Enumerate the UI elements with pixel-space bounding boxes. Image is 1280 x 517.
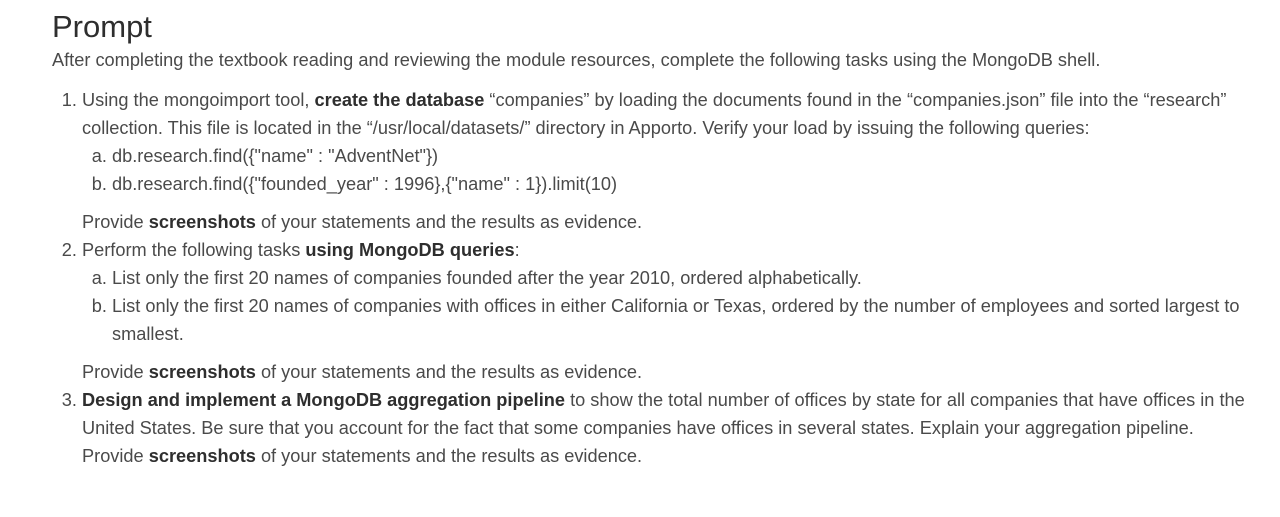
task-item-1: [82, 86, 1262, 236]
task-1-evidence-post: of your statements and the results as evidence.: [255, 212, 643, 232]
task-1-query-list: [82, 142, 1262, 198]
page-title: Prompt: [52, 9, 152, 44]
task-1-evidence-pre: Provide: [82, 212, 149, 232]
task-2-evidence: [82, 358, 1262, 386]
task-item-3: [82, 386, 1262, 470]
task-item-2: [82, 236, 1262, 386]
task-2-text-post: :: [514, 240, 520, 260]
task-1-bold: create the database: [314, 90, 485, 110]
task-2-evidence-pre: Provide: [82, 362, 149, 382]
task-2-text-pre: Perform the following tasks: [82, 240, 306, 260]
task-1-query-a: a. db.research.find({"name" : "AdventNet"}): [112, 142, 1262, 170]
task-1-evidence: [82, 208, 1262, 236]
task-3-bold: Design and implement a MongoDB aggregation pipeline: [82, 390, 566, 410]
prompt-section: [52, 8, 1262, 470]
task-2-bold: using MongoDB queries: [305, 240, 515, 260]
intro-text: After completing the textbook reading and reviewing the module resources, complete the following tasks using the MongoDB shell.: [52, 50, 1101, 70]
task-1-text-pre: Using the mongoimport tool,: [82, 90, 315, 110]
task-3-evidence-bold: screenshots: [148, 446, 256, 466]
task-2-subtask-b: b. List only the first 20 names of companies with offices in either California or Texas, ordered by the number of employees and sorted largest to smallest.: [112, 292, 1262, 348]
task-2-subtask-list: [82, 264, 1262, 348]
task-3-text-post: to show the total number of offices by state for all companies that have offices in the United States. Be sure that you account for the fact that some companies have offices in several states. Explain your aggregation pipeline.: [82, 390, 1245, 438]
task-1-evidence-bold: screenshots: [148, 212, 256, 232]
task-3-evidence-post: of your statements and the results as evidence.: [255, 446, 643, 466]
task-2-evidence-post: of your statements and the results as evidence.: [255, 362, 643, 382]
task-3-evidence-pre: Provide: [82, 446, 149, 466]
task-2-subtask-a: a. List only the first 20 names of companies founded after the year 2010, ordered alphabetically.: [112, 264, 1262, 292]
task-1-text-post: “companies” by loading the documents found in the “companies.json” file into the “research” collection. This file is located in the “/usr/local/datasets/” directory in Apporto. Verify your load by issuing the following queries:: [82, 90, 1227, 138]
task-2-evidence-bold: screenshots: [148, 362, 256, 382]
task-list: [52, 86, 1262, 470]
task-3-evidence: [82, 442, 1262, 470]
task-1-query-b: b. db.research.find({"founded_year" : 1996},{"name" : 1}).limit(10): [112, 170, 1262, 198]
